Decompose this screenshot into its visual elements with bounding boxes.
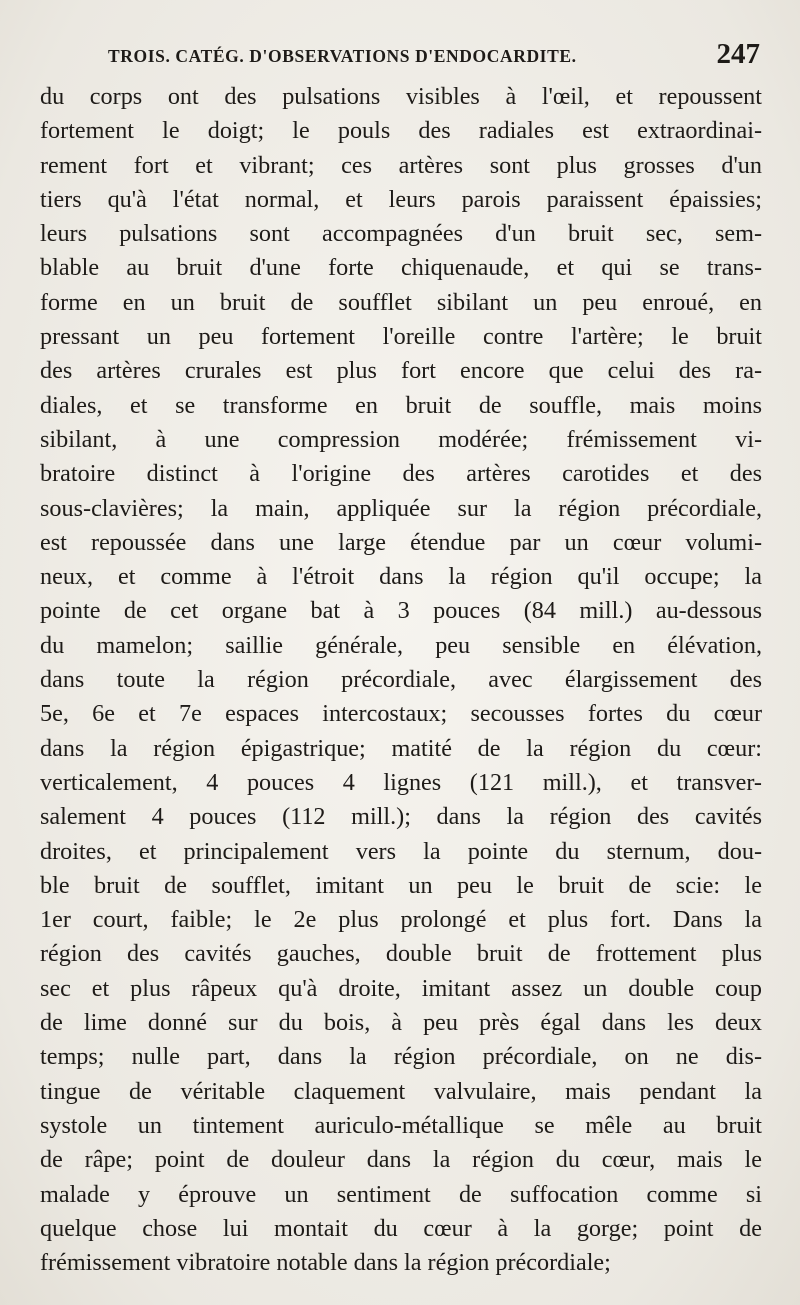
text-line: sous-clavières; la main, appliquée sur la région précordiale, [40, 494, 762, 522]
text-line: forme en un bruit de soufflet sibilant un peu enroué, en [40, 288, 762, 316]
text-line: dans la région épigastrique; matité de la région du cœur: [40, 734, 762, 762]
text-line: leurs pulsations sont accompagnées d'un bruit sec, sem- [40, 220, 762, 248]
page-header [100, 38, 760, 78]
text-line: bratoire distinct à l'origine des artères carotides et des [40, 460, 762, 488]
text-line: dans toute la région précordiale, avec élargissement des [40, 666, 762, 694]
text-line: frémissement vibratoire notable dans la région précordiale; [40, 1249, 611, 1277]
text-line: verticalement, 4 pouces 4 lignes (121 mill.), et transver- [40, 768, 762, 796]
page-number: 247 [716, 38, 760, 70]
text-line: de lime donné sur du bois, à peu près égal dans les deux [40, 1009, 762, 1037]
text-line: ble bruit de soufflet, imitant un peu le bruit de scie: le [40, 871, 762, 899]
text-line: est repoussée dans une large étendue par un cœur volumi- [40, 528, 762, 556]
text-line: tingue de véritable claquement valvulaire, mais pendant la [40, 1077, 762, 1105]
text-line: droites, et principalement vers la pointe du sternum, dou- [40, 837, 762, 865]
running-head: TROIS. CATÉG. D'OBSERVATIONS D'ENDOCARDITE. [108, 46, 577, 66]
text-line: sibilant, à une compression modérée; frémissement vi- [40, 425, 762, 453]
text-line: systole un tintement auriculo-métallique se mêle au bruit [40, 1111, 762, 1139]
text-line: pressant un peu fortement l'oreille contre l'artère; le bruit [40, 323, 762, 351]
text-line: blable au bruit d'une forte chiquenaude, et qui se trans- [40, 254, 762, 282]
text-line: rement fort et vibrant; ces artères sont plus grosses d'un [40, 151, 762, 179]
text-line: 5e, 6e et 7e espaces intercostaux; secousses fortes du cœur [40, 700, 762, 728]
text-line: du mamelon; saillie générale, peu sensible en élévation, [40, 631, 762, 659]
text-line: de râpe; point de douleur dans la région du cœur, mais le [40, 1146, 762, 1174]
text-line: salement 4 pouces (112 mill.); dans la région des cavités [40, 803, 762, 831]
text-line: quelque chose lui montait du cœur à la gorge; point de [40, 1214, 762, 1242]
body-text [40, 80, 762, 1280]
text-line: des artères crurales est plus fort encore que celui des ra- [40, 357, 762, 385]
text-line: 1er court, faible; le 2e plus prolongé et plus fort. Dans la [40, 906, 762, 934]
text-line: neux, et comme à l'étroit dans la région qu'il occupe; la [40, 563, 762, 591]
text-line: région des cavités gauches, double bruit de frottement plus [40, 940, 762, 968]
text-line: diales, et se transforme en bruit de souffle, mais moins [40, 391, 762, 419]
text-line: temps; nulle part, dans la région précordiale, on ne dis- [40, 1043, 762, 1071]
text-line: tiers qu'à l'état normal, et leurs parois paraissent épaissies; [40, 185, 762, 213]
text-line: du corps ont des pulsations visibles à l'œil, et repoussent [40, 83, 762, 110]
text-line: sec et plus râpeux qu'à droite, imitant assez un double coup [40, 974, 762, 1002]
text-line: malade y éprouve un sentiment de suffocation comme si [40, 1180, 762, 1208]
text-line: fortement le doigt; le pouls des radiales est extraordinai- [40, 117, 762, 145]
text-line: pointe de cet organe bat à 3 pouces (84 mill.) au-dessous [40, 597, 762, 625]
